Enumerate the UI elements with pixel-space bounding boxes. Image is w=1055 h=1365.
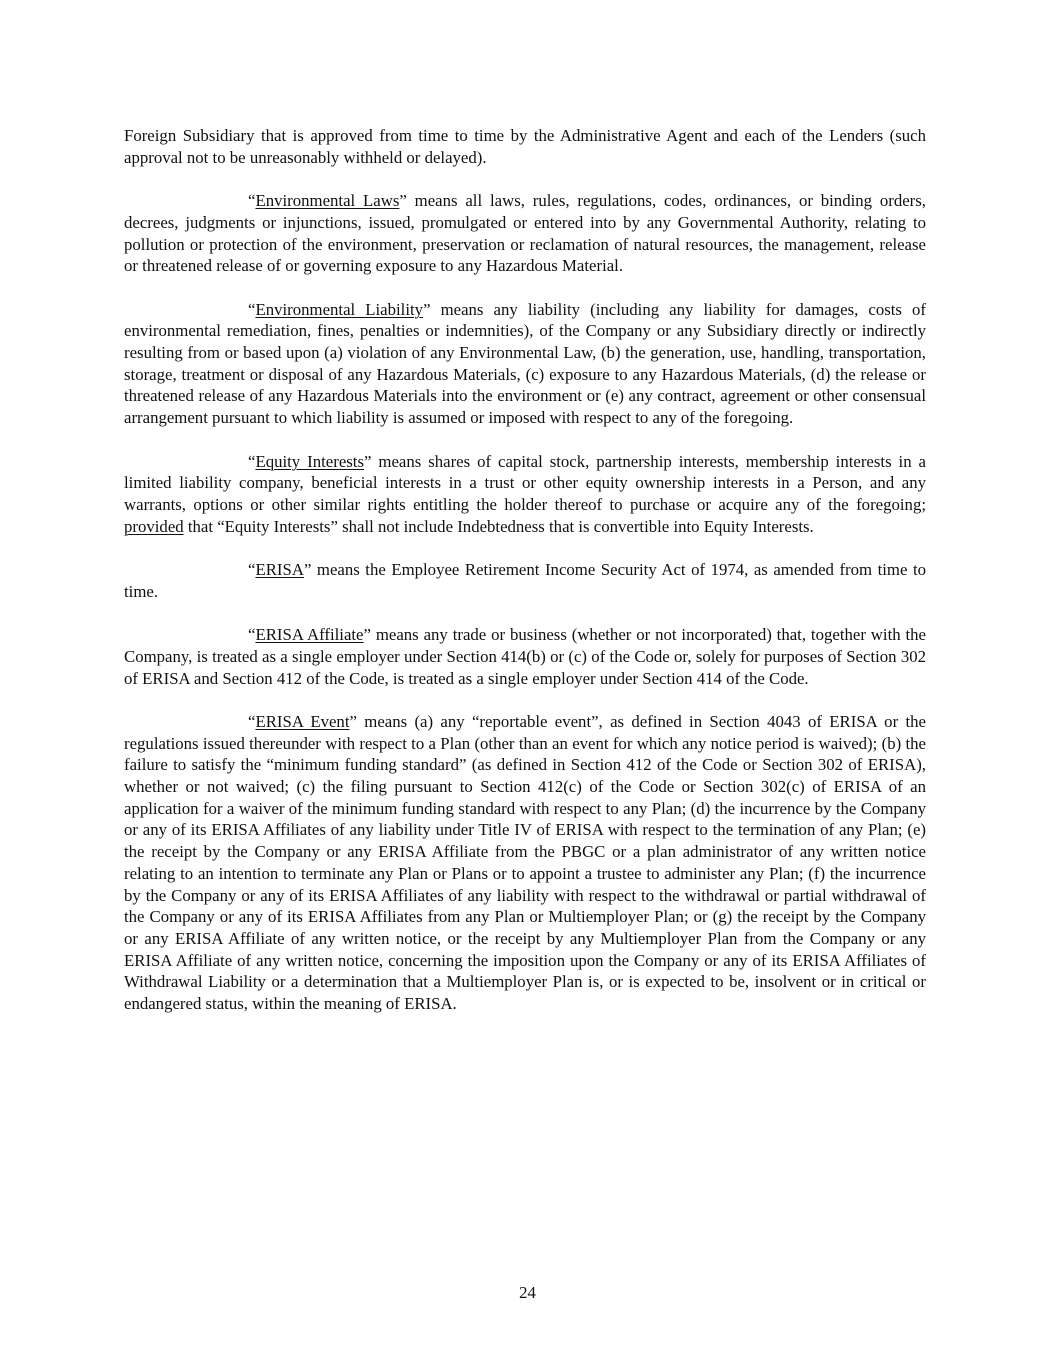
proviso-term: provided (124, 516, 184, 536)
defined-term: Environmental Liability (255, 299, 424, 319)
open-quote: “ (248, 711, 256, 731)
definition-erisa-affiliate (124, 624, 926, 689)
open-quote: “ (248, 560, 256, 579)
definition-text: ” means (a) any “reportable event”, as defined in Section 4043 of ERISA or the regulations issued thereunder with respect to a Plan (other than an event for which any notice period is waived); (b) the failure to satisfy the “minimum funding standard” (as defined in Section 412 of the Code or Section 302 of ERISA), whether or not waived; (c) the filing pursuant to Section 412(c) of the Code or Section 302(c) of ERISA of an application for a waiver of the minimum funding standard with respect to any Plan; (d) the incurrence by the Company or any of its ERISA Affiliates of any liability under Title IV of ERISA with respect to the termination of any Plan; (e) the receipt by the Company or any ERISA Affiliate from the PBGC or a plan administrator of any written notice relating to an intention to terminate any Plan or Plans or to appoint a trustee to administer any Plan; (f) the incurrence by the Company or any of its ERISA Affiliates of any liability with respect to the withdrawal or partial withdrawal of the Company or any of its ERISA Affiliates from any Plan or Multiemployer Plan; or (g) the receipt by the Company or any ERISA Affiliate of any written notice, or the receipt by any Multiemployer Plan from the Company or any ERISA Affiliate of any written notice, concerning the imposition upon the Company or any of its ERISA Affiliates of Withdrawal Liability or a determination that a Multiemployer Plan is, or is expected to be, insolvent or in critical or endangered status, within the meaning of ERISA. (124, 711, 926, 1014)
page-body (124, 125, 926, 1036)
open-quote: “ (248, 451, 256, 471)
page-number: 24 (519, 1283, 536, 1302)
continuation-paragraph: Foreign Subsidiary that is approved from time to time by the Administrative Agent and each of the Lenders (such approval not to be unreasonably withheld or delayed). (124, 126, 926, 167)
definition-text-continued: that “Equity Interests” shall not include Indebtedness that is convertible into Equity Interests. (183, 516, 814, 536)
open-quote: “ (248, 625, 256, 645)
defined-term: ERISA (255, 560, 304, 579)
definition-text: ” means any liability (including any liability for damages, costs of environmental remediation, fines, penalties or indemnities), of the Company or any Subsidiary directly or indirectly resulting from or based upon (a) violation of any Environmental Law, (b) the generation, use, handling, transportation, storage, treatment or disposal of any Hazardous Materials, (c) exposure to any Hazardous Materials, (d) the release or threatened release of any Hazardous Materials into the environment or (e) any contract, agreement or other consensual arrangement pursuant to which liability is assumed or imposed with respect to any of the foregoing. (124, 299, 926, 428)
definition-erisa-event (124, 711, 926, 1015)
definition-text: ” means all laws, rules, regulations, codes, ordinances, or binding orders, decrees, judgments or injunctions, issued, promulgated or entered into by any Governmental Authority, relating to pollution or protection of the environment, preservation or reclamation of natural resources, the management, release or threatened release of or governing exposure to any Hazardous Material. (124, 191, 926, 276)
definition-text: ” means the Employee Retirement Income Security Act of 1974, as amended from time to time. (124, 560, 926, 601)
defined-term: ERISA Affiliate (255, 625, 364, 645)
defined-term: Environmental Laws (255, 191, 400, 211)
definition-text: ” means any trade or business (whether or not incorporated) that, together with the Company, is treated as a single employer under Section 414(b) or (c) of the Code or, solely for purposes of Section 302 of ERISA and Section 412 of the Code, is treated as a single employer under Section 414 of the Code. (124, 625, 926, 688)
definition-environmental-liability (124, 299, 926, 429)
defined-term: Equity Interests (255, 451, 364, 471)
defined-term: ERISA Event (255, 711, 350, 731)
open-quote: “ (248, 299, 256, 319)
definition-equity-interests (124, 451, 926, 538)
definition-text: ” means shares of capital stock, partnership interests, membership interests in a limited liability company, beneficial interests in a trust or other equity ownership interests in a Person, and any warrants, options or other similar rights entitling the holder thereof to purchase or acquire any of the foregoing; (124, 451, 926, 514)
open-quote: “ (248, 191, 256, 211)
definition-erisa (124, 559, 926, 602)
definition-environmental-laws (124, 190, 926, 277)
